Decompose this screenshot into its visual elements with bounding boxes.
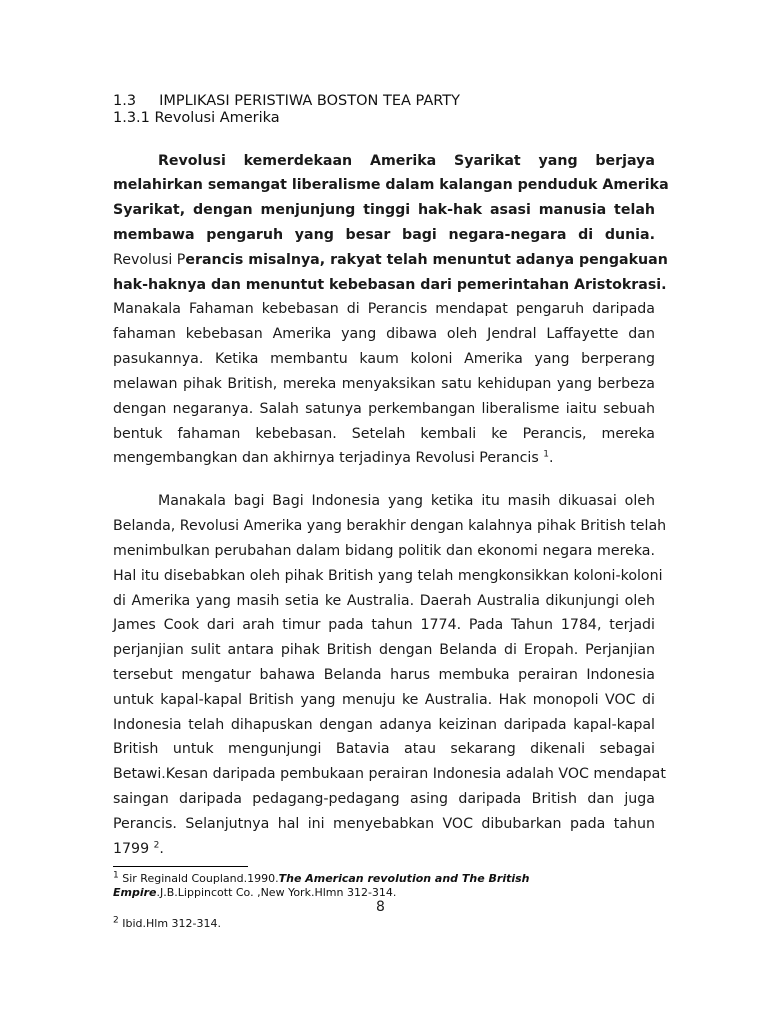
paragraph-line: dengan negaranya. Salah satunya perkembangan liberalisme iaitu sebuah [113,401,655,417]
subsection-heading: 1.3.1 Revolusi Amerika [113,110,280,126]
paragraph-line [113,248,668,272]
line-plain-text: Revolusi P [113,252,186,268]
line-bold-text: erancis misalnya, rakyat telah menuntut adanya pengakuan [185,252,668,268]
paragraph-line: di Amerika yang masih setia ke Australia. Daerah Australia dikunjungi oleh [113,593,655,609]
paragraph-line: menimbulkan perubahan dalam bidang politik dan ekonomi negara mereka. [113,543,655,559]
paragraph-line: British untuk mengunjungi Batavia atau sekarang dikenali sebagai [113,741,655,757]
footnote-separator [113,866,248,867]
paragraph-line: fahaman kebebasan Amerika yang dibawa oleh Jendral Laffayette dan [113,326,655,342]
paragraph-line: perjanjian sulit antara pihak British dengan Belanda di Eropah. Perjanjian [113,642,655,658]
paragraph-line: saingan daripada pedagang-pedagang asing daripada British dan juga [113,791,655,807]
footnote-number: 1 [113,870,119,881]
paragraph-line: tersebut mengatur bahawa Belanda harus membuka perairan Indonesia [113,667,655,683]
footnote-book-title: Empire [113,886,157,899]
paragraph-line: Syarikat, dengan menjunjung tinggi hak-hak asasi manusia telah [113,202,655,218]
footnote-2 [113,916,221,931]
paragraph-line: melawan pihak British, mereka menyaksikan satu kehidupan yang berbeza [113,376,655,392]
paragraph-line: melahirkan semangat liberalisme dalam kalangan penduduk Amerika [113,177,669,193]
footnote-text: Ibid.Hlm 312-314. [118,917,221,930]
paragraph-line: Hal itu disebabkan oleh pihak British yang telah mengkonsikkan koloni-koloni [113,568,663,584]
paragraph-line: hak-haknya dan menuntut kebebasan dari pemerintahan Aristokrasi. [113,277,667,293]
paragraph-line: Indonesia telah dihapuskan dengan adanya keizinan daripada kapal-kapal [113,717,655,733]
footnote-reference: 1 [543,449,549,460]
footnote-text: .J.B.Lippincott Co. ,New York.Hlmn 312-314. [156,886,397,899]
paragraph-line: membawa pengaruh yang besar bagi negara-negara di dunia. [113,227,655,243]
section-heading: 1.3 IMPLIKASI PERISTIWA BOSTON TEA PARTY [113,93,460,109]
line-text: mengembangkan dan akhirnya terjadinya Revolusi Perancis [113,450,539,466]
footnote-reference: 2 [153,840,160,851]
paragraph-line: James Cook dari arah timur pada tahun 1774. Pada Tahun 1784, terjadi [113,617,655,633]
paragraph-line: Perancis. Selanjutnya hal ini menyebabkan VOC dibubarkan pada tahun [113,816,655,832]
footnote-1 [113,871,530,886]
line-text: 1799 [113,841,150,857]
paragraph-line [113,446,655,470]
footnote-book-title: The American revolution and The British [278,872,530,885]
paragraph-line: Revolusi kemerdekaan Amerika Syarikat yang berjaya [158,153,655,169]
paragraph-line: Manakala bagi Bagi Indonesia yang ketika itu masih dikuasai oleh [158,493,655,509]
paragraph-line: Manakala Fahaman kebebasan di Perancis mendapat pengaruh daripada [113,301,655,317]
paragraph-line [113,837,655,861]
page-number: 8 [376,899,385,915]
line-punct: . [548,450,554,466]
paragraph-line: Belanda, Revolusi Amerika yang berakhir dengan kalahnya pihak British telah [113,518,667,534]
footnote-1-continued [113,885,396,900]
paragraph-line: bentuk fahaman kebebasan. Setelah kembali ke Perancis, mereka [113,426,655,442]
paragraph-line: untuk kapal-kapal British yang menuju ke Australia. Hak monopoli VOC di [113,692,655,708]
paragraph-line: Betawi.Kesan daripada pembukaan perairan Indonesia adalah VOC mendapat [113,766,666,782]
footnote-text: Sir Reginald Coupland.1990. [118,872,279,885]
line-punct: . [159,841,164,857]
paragraph-line: pasukannya. Ketika membantu kaum koloni Amerika yang berperang [113,351,655,367]
footnote-number: 2 [113,915,119,926]
